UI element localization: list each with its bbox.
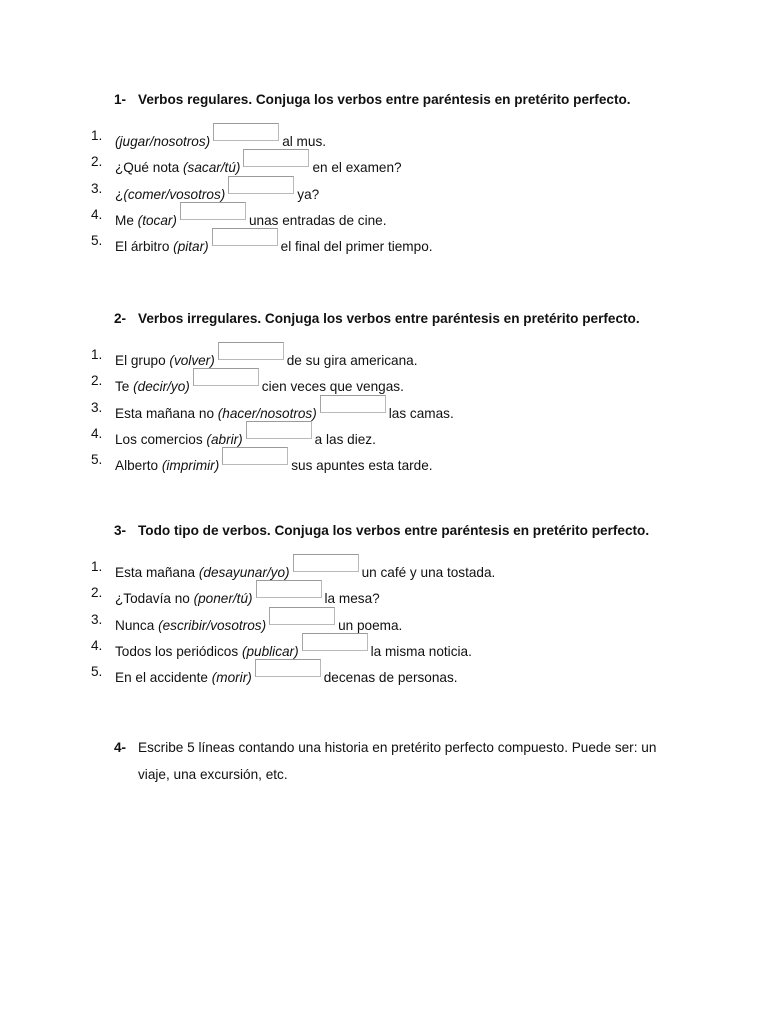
answer-field[interactable] [293,554,359,572]
list-item [0,421,768,447]
list-item [0,580,768,606]
list-item [0,633,768,659]
answer-field[interactable] [302,633,368,651]
exercise-4-instructions: Escribe 5 líneas contando una historia en pretérito perfecto compuesto. Puede ser: un viaje, una excursión, etc. [138,740,657,782]
exercise-1 [0,89,768,254]
item-number: 2. [91,154,103,170]
item-prefix: Esta mañana no [115,405,218,421]
exercise-1-heading [114,89,674,111]
exercise-3-number: 3- [114,523,127,538]
item-suffix: a las diez. [314,431,376,447]
item-suffix: ya? [297,186,320,202]
answer-field[interactable] [320,395,386,413]
answer-field[interactable] [246,421,312,439]
list-item [0,447,768,473]
answer-field[interactable] [255,659,321,677]
exercise-2-list [0,342,768,473]
verb-hint: (imprimir) [161,458,220,474]
answer-field[interactable] [243,149,309,167]
answer-field[interactable] [269,607,335,625]
list-item [0,368,768,394]
item-prefix: Todos los periódicos [115,643,242,659]
item-number: 2. [91,585,103,601]
item-sentence [115,228,433,260]
item-suffix: al mus. [282,134,327,149]
item-sentence [115,659,458,691]
verb-hint: (desayunar/yo) [198,565,290,580]
exercise-4-number: 4- [114,740,127,755]
answer-field[interactable] [222,447,288,465]
verb-hint: (jugar/nosotros) [115,134,211,149]
item-sentence [115,447,433,479]
verb-hint: (sacar/tú) [183,160,241,176]
item-suffix: sus apuntes esta tarde. [291,458,433,474]
item-prefix: El árbitro [115,239,174,255]
answer-field[interactable] [193,368,259,386]
item-suffix: la mesa? [324,591,380,607]
exercise-3-heading [114,520,674,542]
exercise-2-number: 2- [114,311,127,326]
item-prefix: Los comercios [115,431,207,447]
item-prefix: En el accidente [115,670,212,686]
exercise-2-heading [114,308,674,330]
list-item [0,228,768,254]
answer-field[interactable] [212,228,278,246]
item-number: 4. [91,206,103,222]
item-number: 1. [91,559,103,574]
item-number: 5. [91,452,103,468]
item-prefix: ¿Todavía no [115,591,194,607]
item-suffix: en el examen? [312,160,402,176]
item-number: 1. [91,347,103,362]
item-number: 3. [91,180,103,196]
item-prefix: Me [115,212,138,228]
verb-hint: (publicar) [241,643,299,659]
item-suffix: un café y una tostada. [361,565,496,580]
item-suffix: las camas. [388,405,454,421]
list-item [0,607,768,633]
item-number: 5. [91,233,103,249]
item-prefix: Te [115,379,134,395]
item-suffix: un poema. [338,617,403,633]
list-item [0,202,768,228]
list-item [0,554,768,580]
exercise-3-list [0,554,768,685]
exercise-3-title: Todo tipo de verbos. Conjuga los verbos entre paréntesis en pretérito perfecto. [138,523,650,538]
item-suffix: unas entradas de cine. [248,212,387,228]
exercise-4 [0,734,768,788]
item-number: 3. [91,611,103,627]
verb-hint: (escribir/vosotros) [158,617,267,633]
item-prefix: El grupo [115,353,170,368]
item-prefix: Esta mañana [115,565,199,580]
item-suffix: el final del primer tiempo. [280,239,433,255]
item-number: 1. [91,128,103,143]
list-item [0,149,768,175]
answer-field[interactable] [256,580,322,598]
item-prefix: ¿Qué nota [115,160,184,176]
exercise-1-list [0,123,768,254]
verb-hint: (hacer/nosotros) [217,405,317,421]
item-suffix: de su gira americana. [286,353,418,368]
item-number: 4. [91,637,103,653]
item-prefix: Alberto [115,458,162,474]
exercise-4-heading [114,734,674,788]
verb-hint: (poner/tú) [193,591,253,607]
list-item [0,176,768,202]
verb-hint: (volver) [169,353,215,368]
list-item [0,395,768,421]
exercise-1-number: 1- [114,92,127,107]
item-number: 3. [91,399,103,415]
answer-field[interactable] [180,202,246,220]
item-number: 4. [91,425,103,441]
exercise-3 [0,520,768,685]
list-item [0,659,768,685]
list-item [0,342,768,368]
verb-hint: (decir/yo) [133,379,190,395]
item-number: 2. [91,373,103,389]
item-number: 5. [91,664,103,680]
verb-hint: (pitar) [173,239,209,255]
item-suffix: decenas de personas. [323,670,458,686]
item-prefix: ¿ [115,186,124,202]
verb-hint: (abrir) [206,431,243,447]
verb-hint: (comer/vosotros) [123,186,226,202]
item-suffix: cien veces que vengas. [261,379,404,395]
item-prefix: Nunca [115,617,159,633]
list-item [0,123,768,149]
exercise-1-title: Verbos regulares. Conjuga los verbos entre paréntesis en pretérito perfecto. [138,92,631,107]
exercise-2 [0,308,768,473]
answer-field[interactable] [213,123,279,141]
verb-hint: (morir) [211,670,252,686]
answer-field[interactable] [228,176,294,194]
verb-hint: (tocar) [137,212,177,228]
exercise-2-title: Verbos irregulares. Conjuga los verbos entre paréntesis en pretérito perfecto. [138,311,640,326]
answer-field[interactable] [218,342,284,360]
item-suffix: la misma noticia. [370,643,472,659]
